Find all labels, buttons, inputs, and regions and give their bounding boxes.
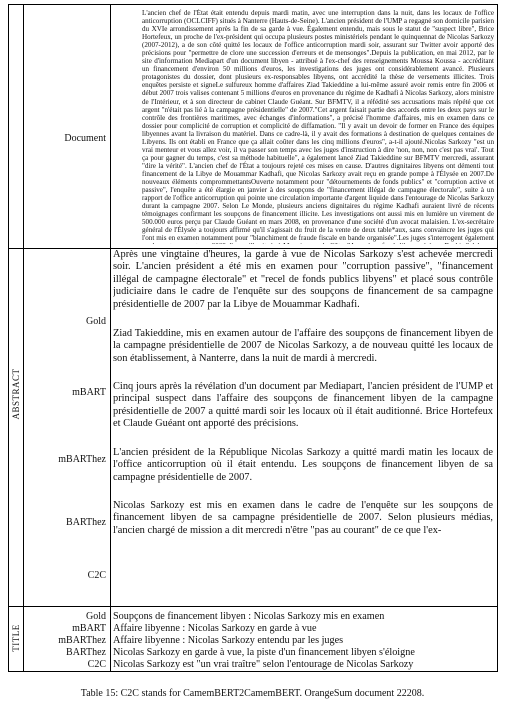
title-text-c2c: Nicolas Sarkozy est "un vrai traître" selon l'entourage de Nicolas Sarkozy: [113, 659, 414, 670]
abstract-text-gold: Après une vingtaine d'heures, la garde à vue de Nicolas Sarkozy s'est achevée mercredi soir. L'ancien président a été mis en examen pour "corruption passive", "financement illégal de campagne électorale" et "recel de fonds publics libyens" et placé sous contrôle judiciaire dans le cadre de l'enquête sur des soupçons de financement de sa campagne présidentielle de 2007 par la Libye de Mouammar Kadhafi.: [113, 249, 493, 310]
title-label-mbart: mBART: [72, 623, 106, 634]
title-text-mbart: Affaire libyenne : Nicolas Sarkozy en garde à vue: [113, 623, 317, 634]
label-column-divider: [110, 5, 111, 671]
abstract-title-divider: [9, 606, 497, 607]
abstract-text-barthez: L'ancien président de la République Nicolas Sarkozy a quitté mardi matin les locaux de l'office anticorruption où il était entendu. Les soupçons de financement libyen de sa campagne présidentielle de 2007.: [113, 447, 493, 483]
table-caption: Table 15: C2C stands for CamemBERT2CamemBERT. OrangeSum document 22208.: [80, 688, 425, 699]
abstract-label-mbarthez: mBARThez: [58, 454, 106, 465]
title-label-gold: Gold: [86, 611, 106, 622]
document-row-label: Document: [64, 133, 106, 144]
abstract-label-mbart: mBART: [72, 387, 106, 398]
title-label-mbarthez: mBARThez: [58, 635, 106, 646]
abstract-label-gold: Gold: [86, 316, 106, 327]
title-text-gold: Soupçons de financement libyen : Nicolas Sarkozy mis en examen: [113, 611, 385, 622]
title-text-mbarthez: Affaire libyenne : Nicolas Sarkozy entendu par les juges: [113, 635, 344, 646]
title-section-label: TITLE: [11, 624, 21, 652]
abstract-section-label: ABSTRACT: [11, 368, 21, 420]
title-label-barthez: BARThez: [66, 647, 106, 658]
abstract-text-c2c: Nicolas Sarkozy est mis en examen dans le cadre de l'enquête sur les soupçons de financement libyen de sa campagne présidentielle de 2007. Selon plusieurs médias, l'ancien chargé de mission a dit mercredi n'être "pas au courant" de ce que l'ex-: [113, 500, 493, 536]
results-table: [8, 4, 498, 672]
title-text-barthez: Nicolas Sarkozy en garde à vue, la piste d'un financement libyen s'éloigne: [113, 647, 415, 658]
abstract-label-barthez: BARThez: [66, 517, 106, 528]
abstract-text-mbart: Ziad Takieddine, mis en examen autour de l'affaire des soupçons de financement libyen de la campagne présidentielle de 2007 de Nicolas Sarkozy, a de nouveau quitté les locaux de son établissement, à Nanterre, dans la nuit de mardi à mercredi.: [113, 328, 493, 364]
abstract-text-mbarthez: Cinq jours après la révélation d'un document par Mediapart, l'ancien président de l'UMP et principal suspect dans l'affaire des soupçons de financement libyen de la campagne présidentielle de 2007 a quitté mardi soir les locaux où il était auditionné. Brice Hortefeux et Claude Guéant ont apporté des précisions.: [113, 381, 493, 430]
title-label-c2c: C2C: [87, 659, 106, 670]
abstract-label-c2c: C2C: [87, 570, 106, 581]
document-text: L'ancien chef de l'État était entendu depuis mardi matin, avec une interruption dans la nuit, dans les locaux de l'office anticorruption (OCLCIFF) situés à Nanterre (Hauts-de-Seine). L'ancien président de l'UMP a regagné son domicile parisien du XVIe arrondissement après la fin de sa garde à vue. Également entendu, mais sous le statut de "suspect libre", Brice Hortefeux, un proche de l'ex-président qui occupa plusieurs postes ministériels pendant le quinquennat de Nicolas Sarkozy (2007-2012), a de son côté quitté les locaux de l'office anticorruption mardi soir, assurant sur Twitter avoir apporté des précisions pour "permettre de clore une succession d'erreurs et de mensonges".Depuis la publication, en mai 2012, par le site d'information Mediapart d'un document libyen - attribué à l'ex-chef des renseignements Moussa Koussa - accréditant un financement d'environ 50 millions d'euros, les investigations des juges ont considérablement avancé. Plusieurs protagonistes du dossier, dont plusieurs ex-responsables libyens, ont accrédité la thèse de versements illicites. Trois enquêtes persiste et signeLe sulfureux homme d'affaires Ziad Takieddine a lui-même assuré avoir remis entre fin 2006 et début 2007 trois valises contenant 5 millions d'euros en provenance du régime de Kadhafi à Nicolas Sarkozy, alors ministre de l'Intérieur, et à son directeur de cabinet Claude Guéant. Sur BFMTV, il a réfédité ses accusations mais répété que cet argent "n'était pas lié à la campagne présidentielle" de 2007."Cet argent faisait partie des accords entre les deux pays sur le contrôle des frontières maritimes, avec échanges d'informations", a précisé l'homme d'affaires, mis en examen dans ce dossier pour complicité de corruption et complicité de diffamation. "Il y avait un devoir de former en France des équipes libyennes avant la livraison du matériel. Dans ce cadre-là, il y avait des formations à destination de quelques centaines de Libyens. Ils ont établi en France que ça allait coûter dans les cinq millions d'euros", a-t-il ajouté.Nicolas Sarkozy "est un vrai menteur et vous allez voir, il va passer son temps avec les juges d'instruction à dire 'non, non, non c'est pas vrai'. Tout ça pour gagner du temps, c'est sa méthode habituelle", a également lancé Ziad Takieddine sur BFMTV mercredi, assurant "dire la vérité". L'ancien chef de l'État a toujours rejeté ces mises en cause. D'autres dignitaires libyens ont démenti tout financement de la Libye de Mouammar Kadhafi, que Nicolas Sarkozy avait reçu en grande pompe à l'Élysée en 2007.De nouveaux éléments comprommettantsOuverte notamment pour "détournements de fonds publics" et "corruption active et passive", l'enquête a été élargie en janvier à des soupçons de "financement illégal de campagne électorale", suite à un rapport de l'office anticorruption qui pointe une circulation importante d'argent liquide dans l'entourage de Nicolas Sarkozy durant la campagne 2007. Selon Le Monde, plusieurs anciens dignitaires du régime Kadhafi auraient livré de récents témoignages confirmant les soupçons de financement illicite. Les investigations ont aussi mis en lumière un virement de 500.000 euros perçu par Claude Guéant en mars 2008, en provenance d'une société d'un avocat malaisien. L'ex-secrétaire général de l'Élysée a toujours affirmé qu'il s'agissait du fruit de la vente de deux table*aux, sans convaincre les juges qui l'ont mis en examen notamment pour "blanchiment de fraude fiscale en bande organisée".Les juges s'interrogent également: [142, 9, 494, 243]
